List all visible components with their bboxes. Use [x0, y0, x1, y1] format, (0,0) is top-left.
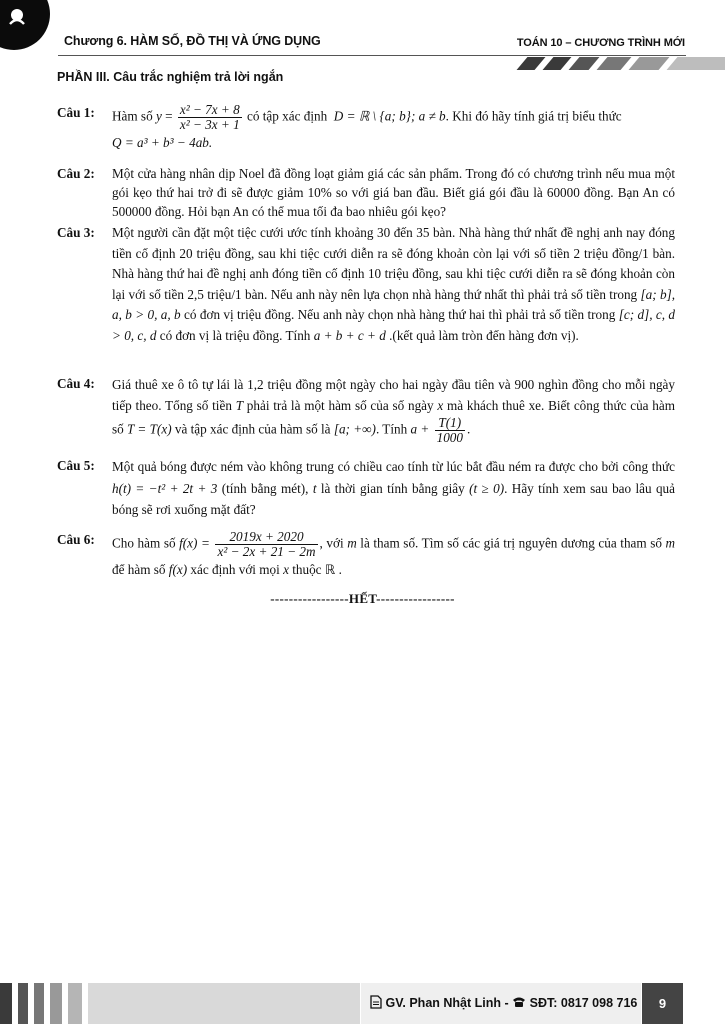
logo: [0, 0, 50, 50]
teacher-name: GV. Phan Nhật Linh: [385, 996, 502, 1010]
interval-cd: [c; d], c, d > 0, c, d: [112, 307, 675, 343]
question-label: Câu 6:: [57, 532, 95, 547]
question-1: Câu 1: Hàm số y = $\frac{\text{x² − 7x + 8}}{\text{x² − 3x + 1}}$ có tập xác định D = ℝ \ {a; b}; a ≠ b. Khi đó hãy tính giá trị biểu thức Q = a³ + b³ − 4ab.: [57, 102, 622, 150]
footer: [0, 975, 725, 1024]
document-icon: [370, 995, 382, 1009]
page-number: 9: [642, 983, 683, 1024]
section-title: PHẦN III. Câu trắc nghiệm trả lời ngắn: [57, 70, 284, 84]
header-stripes: [510, 57, 725, 70]
fraction: $\frac{\text{x² − 7x + 8}}{\text{x² − 3x + 1}}$: [179, 102, 240, 132]
fraction: $\frac{2019x + 2020}{\text{x² − 2x + 21 − 2m}}$: [217, 529, 316, 559]
question-label: Câu 3:: [57, 225, 95, 240]
question-4: Câu 4: Giá thuê xe ô tô tự lái là 1,2 triệu đồng một ngày cho hai ngày đầu tiên và 900 nghìn đồng cho mỗi ngày tiếp theo. Tổng số tiền T phải trả là một hàm số của số ngày x mà khách thuê xe. Biết công thức của hàm số T = T(x) và tập xác định của hàm số là [a; +∞). Tính a + $\frac{T(1)}{1000}$ .: [57, 376, 675, 445]
question-label: Câu 1:: [57, 105, 95, 120]
question-label: Câu 5:: [57, 458, 95, 473]
question-2: [57, 164, 675, 222]
question-5: Câu 5: Một quả bóng được ném vào không trung có chiều cao tính từ lúc bắt đầu ném ra được cho bởi công thức h(t) = −t² + 2t + 3 (tính bằng mét), t là thời gian tính bằng giây (t ≥ 0). Hãy tính xem sau bao lâu quả bóng sẽ rơi xuống mặt đất?: [57, 458, 676, 517]
question-3: Câu 3: Một người cần đặt một tiệc cưới ước tính khoảng 30 đến 35 bàn. Nhà hàng thứ nhất đề nghị anh nay đóng tiền cố định 20 triệu đồng, sau khi tiệc cưới diễn ra sẽ đóng khoản còn lại với số tiền 2 triệu đồng/1 bàn. Nhà hàng thứ hai đề nghị anh đóng tiền cố định 10 triệu đồng, sau khi tiệc cưới diễn ra sẽ đóng khoản còn lại với số tiền 2,5 triệu/1 bàn. Nếu anh này nên lựa chọn nhà hàng thứ nhất thì phải trả số tiền trong [a; b], a, b > 0, a, b có đơn vị triệu đồng. Nếu anh này chọn nhà hàng thứ hai thì phải trả số tiền trong [c; d], c, d > 0, c, d có đơn vị là triệu đồng. Tính a + b + c + d .(kết quả làm tròn đến hàng đơn vị).: [57, 225, 676, 343]
question-text: Một cửa hàng nhân dịp Noel đã đồng loạt giảm giá các sản phẩm. Trong đó có chương trình nếu mua một gói kẹo thứ hai trở đi sẽ được giảm 10% so với giá ban đầu. Biết giá gói đầu là 60000 đồng. Bạn An có 500000 đồng. Hỏi bạn An có thể mua tối đa bao nhiêu gói kẹo?: [112, 166, 675, 220]
interval-ab: [a; b], a, b > 0, a, b: [112, 286, 676, 323]
header-rule: [58, 55, 686, 56]
end-marker: -----------------HẾT-----------------: [270, 591, 455, 606]
phone-icon: [512, 996, 526, 1008]
question-label: Câu 2:: [57, 166, 95, 181]
fraction: $\frac{T(1)}{1000}$: [436, 415, 463, 445]
logo-icon: [6, 6, 28, 28]
phone-number: SĐT: 0817 098 716: [529, 996, 638, 1010]
domain-expr: D = ℝ \ {a; b}; a ≠ b: [333, 108, 446, 124]
question-label: Câu 4:: [57, 376, 95, 391]
expression-q: Q = a³ + b³ − 4ab.: [112, 135, 213, 150]
chapter-title: Chương 6. HÀM SỐ, ĐỒ THỊ VÀ ỨNG DỤNG: [64, 34, 321, 48]
course-title: TOÁN 10 – CHƯƠNG TRÌNH MỚI: [516, 37, 685, 49]
sum-expr: a + b + c + d: [313, 327, 386, 343]
question-6: Câu 6: Cho hàm số f(x) = $\frac{2019x + 2020}{\text{x² − 2x + 21 − 2m}}$ , với m là tham số. Tìm số các giá trị nguyên dương của tham số m để hàm số f(x) xác định với mọi x thuộc ℝ .: [57, 529, 676, 577]
footer-credit: GV. Phan Nhật Linh - SĐT: 0817 098 716: [370, 995, 637, 1010]
